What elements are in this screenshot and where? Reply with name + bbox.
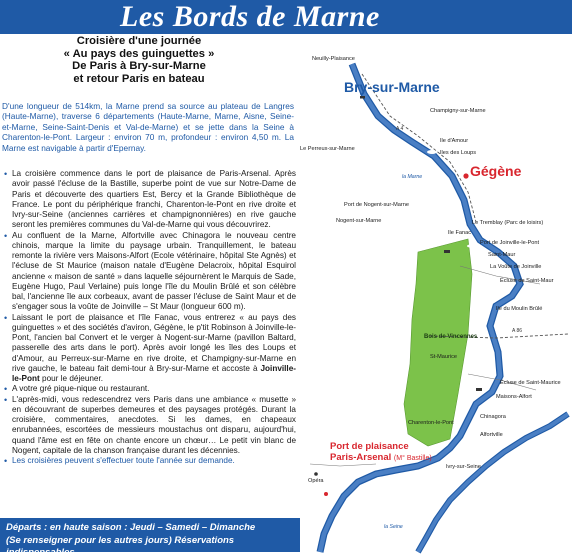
map-label-gegene: Gégène — [470, 163, 522, 179]
itinerary-item: • La croisière commence dans le port de plaisance de Paris-Arsenal. Après avoir passé l'écluse de la Bastille, superbe point de vue sur Notre-Dame de Paris et découverte des quartiers Est, Bercy et la Grande Bibliothèque de France. Le pont du périphérique franchi, Charenton-le-Pont en rive droite et Ivry-sur-Seine (anciennes carrières et champignonnières) en rive gauche seront les premières communes du Val-de-Marne qui vous découvrirez. — [4, 169, 296, 231]
subtitle-line: Croisière d'une journée — [76, 35, 202, 47]
route-map — [300, 34, 572, 552]
itinerary-item — [4, 313, 296, 385]
map-label-bry: Bry-sur-Marne — [344, 79, 440, 95]
map-label-perreux: Le Perreux-sur-Marne — [300, 146, 355, 152]
map-label-a86: A 86 — [512, 328, 523, 334]
port-label-line — [330, 453, 450, 465]
arsenal-marker — [324, 492, 328, 496]
itinerary-text: Laissant le port de plaisance et l'île Fanac, vous entrerez « au pays des guinguettes » et des sociétés d'aviron, Gégène, le p'tit Robinson à Joinville-le-Pont, l'ancien bal Convert et le verger à Nogent-sur-Marne (pavillon Baltard, passerelle des arts dans le port). Après avoir longé les îles des Loups et d'Amour, au Perreux-sur-Marne en rive droite, et Champigny-sur-Marne en rive gauche, le bateau fait demi-tour à Bry-sur-Marne et accoste à — [12, 312, 296, 373]
port-label-name: Paris-Arsenal — [330, 451, 392, 463]
departures-line: Départs : en haute saison : Jeudi – Samedi – Dimanche — [6, 522, 256, 533]
port-label-line: Port de plaisance — [330, 441, 409, 452]
map-label-opera: Opéra — [308, 478, 324, 484]
map-label-chinagora: Chinagora — [480, 414, 506, 420]
lock-marker — [476, 388, 482, 391]
map-label-joinville-port: Port de Joinville-le-Pont — [480, 240, 540, 246]
bois-de-vincennes-area — [404, 239, 472, 446]
map-label-champigny: Champigny-sur-Marne — [430, 108, 486, 114]
map-label-st-maurice: St-Maurice — [430, 354, 458, 360]
ile-amour-island — [427, 150, 437, 154]
page-title: Les Bords de Marne — [120, 0, 380, 33]
lock-marker — [360, 96, 365, 99]
gegene-marker — [463, 173, 468, 178]
map-label-maisons-alfort: Maisons-Alfort — [496, 394, 532, 400]
booking-line: (Se renseigner pour les autres jours) Réservations indispensables — [6, 534, 235, 558]
map-label-saint-maur: Saint-Maur — [488, 252, 516, 258]
map-label-voute: La Voûte de Joinville — [490, 264, 542, 270]
map-label-alfortville: Alfortville — [480, 432, 503, 438]
map-label-la-seine: la Seine — [384, 524, 403, 530]
subtitle-line: « Au pays des guinguettes » — [63, 47, 215, 60]
map-label-nogent: Nogent-sur-Marne — [336, 218, 382, 224]
opera-marker — [314, 472, 318, 476]
map-label-la-marne: la Marne — [402, 174, 423, 180]
map-label-ile-loups: Iles des Loups — [440, 150, 477, 156]
map-label-charenton: Charenton-le-Pont — [408, 420, 454, 426]
cruise-subtitle — [14, 35, 264, 85]
itinerary-item: • Au confluent de la Marne, Alfortville avec Chinagora le nouveau centre chinois, marque la limite du paysage urbain. Tranquillement, le bateau remonte la rivière vers Maisons-Alfort (Ecole vétérinaire, hôpital Ste Agnès) et l'écluse de St Maurice (maison natale d'Eugène Delacroix, hôpital Esquirol ancienne « maison de santé » dans laquelle séjournèrent le Marquis de Sade, Eugène Hugo, Paul Verlaine) puis longe l'île du Moulin Brûlé et son célèbre bal, l'ancienne île aux corbeaux, avant de passer l'écluse de Saint Maur et de s'engager sous la voûte de Joinville – St Maur (longueur 600 m). — [4, 231, 296, 313]
intro-paragraph: D'une longueur de 514km, la Marne prend sa source au plateau de Langres (Haute-Marne), traverse 6 départements (Haute-Marne, Marne, Aisne, Seine-et-Marne, Seine-Saint-Denis et Val-de-Marne) et se jette dans la Seine à Charenton-le-Pont. Largeur : environ 70 m, profondeur : environ 4,50 m. La Marne est navigable à partir d'Epernay. — [2, 101, 294, 153]
itinerary-item: • L'après-midi, vous redescendrez vers Paris dans une ambiance « musette » en découvrant de superbes demeures et des paysages protégés. Durant la croisière, commentaires, anecdotes. Si les dames, en chapeaux enrubannées, escortées de messieurs moustachus ont disparu, aujourd'hui, quand l'âme est en fête on chante encore un chœur… Le petit vin blanc de Nogent, capitale de la chanson française durant les décennies. — [4, 395, 296, 457]
subtitle-line: De Paris à Bry-sur-Marne — [72, 60, 206, 73]
itinerary-stop-highlight: Joinville-le-Pont — [12, 363, 296, 383]
port-label-metro: (M° Bastille) — [393, 454, 432, 462]
map-label-ile-amour: Ile d'Amour — [440, 138, 469, 144]
map-label-fanac: Ile Fanac — [448, 230, 472, 236]
itinerary-list — [4, 169, 296, 466]
itinerary-note: • Les croisières peuvent s'effectuer toute l'année sur demande. — [4, 456, 296, 466]
departures-banner — [0, 518, 300, 558]
map-label-ivry: Ivry-sur-Seine — [446, 464, 481, 470]
lock-marker — [444, 250, 450, 253]
description-column — [0, 34, 300, 558]
map-label-bois-vincennes: Bois de Vincennes — [424, 334, 478, 340]
map-label-moulin: Ile du Moulin Brûlé — [496, 306, 543, 312]
itinerary-item: • A votre gré pique-nique ou restaurant. — [4, 384, 296, 394]
map-label-neuilly: Neuilly-Plaisance — [312, 56, 355, 62]
subtitle-line: et retour Paris en bateau — [73, 72, 205, 85]
map-label-a4: A 4 — [396, 126, 404, 132]
map-label-ecluse-st-maurice: Écluse de Saint-Maurice — [500, 380, 561, 386]
map-label-tremblay: Le Tremblay (Parc de loisirs) — [472, 220, 544, 226]
map-label-ecluse-st-maur: Écluse de Saint-Maur — [500, 278, 554, 284]
ile-fanac-island — [467, 245, 473, 248]
road-line — [310, 464, 376, 466]
map-label-port-arsenal — [330, 442, 450, 464]
map-label-port-nogent: Port de Nogent-sur-Marne — [344, 202, 409, 208]
itinerary-text: pour le déjeuner. — [39, 374, 104, 383]
